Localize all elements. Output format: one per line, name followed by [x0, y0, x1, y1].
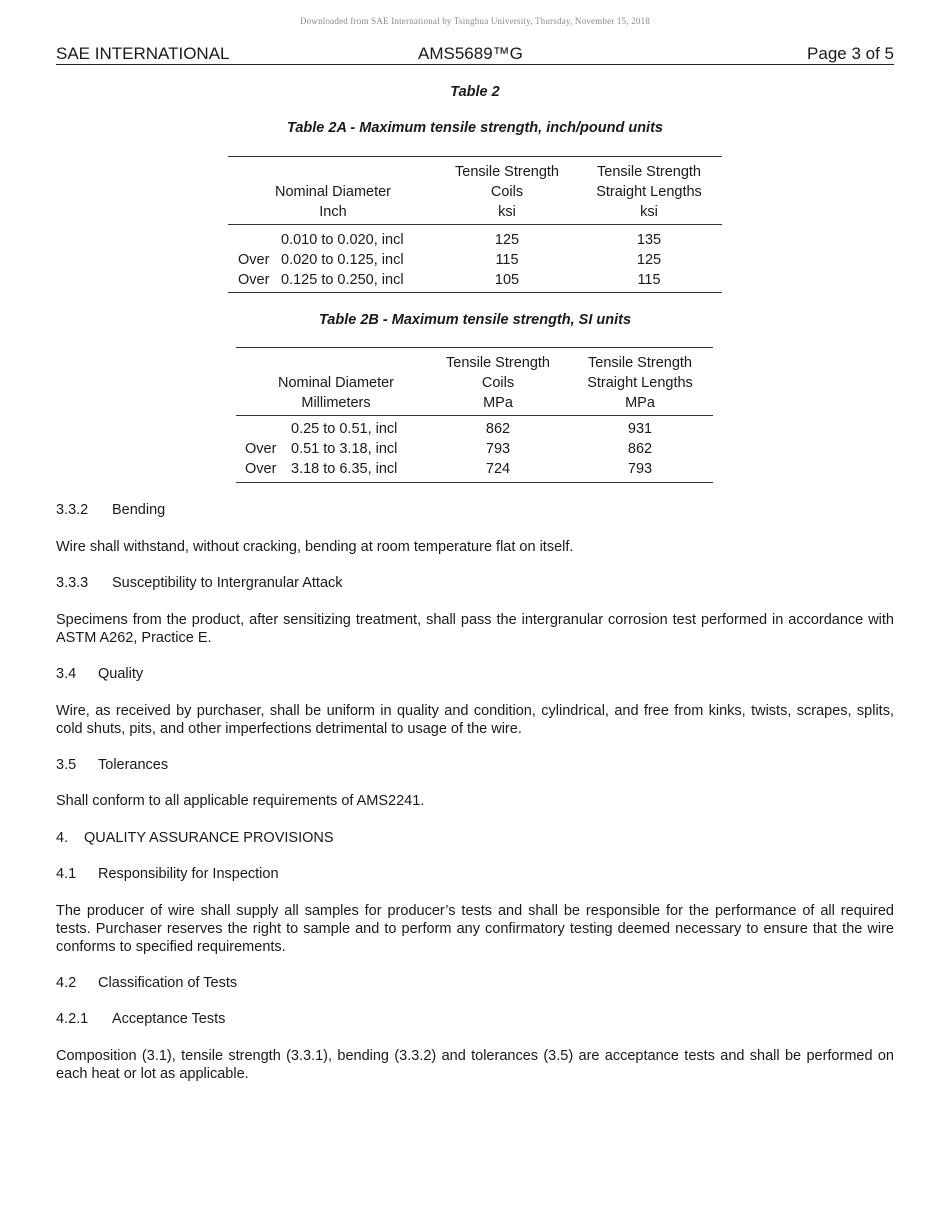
section-heading-3-5: [56, 756, 168, 774]
row-range: 0.25 to 0.51, incl: [291, 421, 398, 437]
row-coils: 115: [495, 252, 519, 268]
download-note: Downloaded from SAE International by Tsinghua University, Thursday, November 15, 2018: [299, 16, 651, 26]
header-line: ksi: [640, 204, 658, 220]
section-number: 3.3.3: [56, 575, 89, 591]
table-2a-header: [228, 157, 722, 225]
section-title: Susceptibility to Intergranular Attack: [112, 575, 343, 591]
header-line: Nominal Diameter: [274, 184, 392, 200]
header-line: Tensile Strength: [597, 164, 701, 180]
section-body: The producer of wire shall supply all samples for producer’s tests and shall be responsible for the performance of all required tests. Purchaser reserves the right to sample and to perform any confirmatory testing deemed necessary to ensure that the wire conforms to specified requirements.: [56, 903, 894, 955]
table-2b-col-straight: [569, 353, 711, 413]
row-prefix: Over: [238, 272, 270, 288]
header-line: [246, 353, 426, 373]
header-line: MPa: [625, 395, 655, 411]
row-range: 0.010 to 0.020, incl: [281, 232, 404, 248]
section-body: Wire, as received by purchaser, shall be uniform in quality and condition, cylindrical, and free from kinks, twists, scrapes, splits, cold shuts, pits, and other imperfections detrimental to usage of the wire.: [56, 703, 894, 737]
section-number: 4.: [56, 830, 69, 846]
header-org: SAE INTERNATIONAL: [56, 44, 230, 63]
row-range: 0.51 to 3.18, incl: [291, 441, 398, 457]
row-straight: 125: [636, 252, 662, 268]
section-body: Specimens from the product, after sensitizing treatment, shall pass the intergranular corrosion test performed in accordance with ASTM A262, Practice E.: [56, 612, 894, 646]
section-title: Tolerances: [98, 757, 169, 773]
section-heading-3-3-3: [56, 574, 343, 592]
header-line: Tensile Strength: [455, 164, 559, 180]
header-line: [238, 162, 428, 182]
header-line: Millimeters: [301, 395, 371, 411]
page-header: [56, 44, 894, 65]
row-straight: 793: [627, 461, 653, 477]
row-coils: 105: [494, 272, 520, 288]
row-coils: 125: [494, 232, 520, 248]
header-line: Tensile Strength: [446, 355, 550, 371]
row-prefix: Over: [238, 252, 270, 268]
table-2b-caption: Table 2B - Maximum tensile strength, SI units: [318, 312, 632, 328]
section-title: Quality: [98, 666, 144, 682]
table-2a-col-straight: [578, 162, 720, 222]
section-number: 4.2: [56, 975, 77, 991]
row-range: 3.18 to 6.35, incl: [291, 461, 398, 477]
table-2b: [236, 347, 713, 483]
table-2b-col-diameter: [246, 353, 426, 413]
section-heading-3-3-2: [56, 501, 165, 519]
table-2a: [228, 156, 722, 293]
section-body: Composition (3.1), tensile strength (3.3.1), bending (3.3.2) and tolerances (3.5) are acceptance tests and shall be performed on each heat or lot as applicable.: [56, 1048, 894, 1082]
section-number: 3.4: [56, 666, 77, 682]
section-number: 3.5: [56, 757, 77, 773]
row-coils: 793: [485, 441, 511, 457]
section-heading-4-1: [56, 865, 279, 883]
section-heading-4: [56, 829, 334, 847]
header-line: Straight Lengths: [587, 375, 693, 391]
section-title: Responsibility for Inspection: [98, 866, 279, 882]
header-line: ksi: [498, 204, 516, 220]
table-2a-caption: Table 2A - Maximum tensile strength, inch/pound units: [287, 120, 663, 136]
row-straight: 862: [627, 441, 653, 457]
header-line: Inch: [319, 204, 347, 220]
table-2a-col-diameter: [238, 162, 428, 222]
section-number: 4.1: [56, 866, 77, 882]
header-line: Nominal Diameter: [277, 375, 395, 391]
section-body: Wire shall withstand, without cracking, bending at room temperature flat on itself.: [56, 539, 574, 555]
row-range: 0.125 to 0.250, incl: [281, 272, 404, 288]
section-title: Classification of Tests: [98, 975, 238, 991]
header-line: Tensile Strength: [588, 355, 692, 371]
section-title: QUALITY ASSURANCE PROVISIONS: [84, 830, 334, 846]
row-prefix: Over: [245, 461, 277, 477]
header-line: Coils: [490, 184, 524, 200]
header-line: Straight Lengths: [596, 184, 702, 200]
section-heading-4-2-1: [56, 1010, 225, 1028]
row-coils: 862: [485, 421, 511, 437]
header-line: Coils: [481, 375, 515, 391]
section-title: Bending: [112, 502, 166, 518]
row-range: 0.020 to 0.125, incl: [281, 252, 404, 268]
header-line: MPa: [483, 395, 513, 411]
section-body: Shall conform to all applicable requirements of AMS2241.: [56, 793, 425, 809]
section-heading-4-2: [56, 974, 237, 992]
table-2b-col-coils: [427, 353, 569, 413]
row-straight: 135: [636, 232, 662, 248]
row-straight: 115: [637, 272, 661, 288]
section-number: 3.3.2: [56, 502, 89, 518]
section-number: 4.2.1: [56, 1011, 89, 1027]
row-straight: 931: [627, 421, 653, 437]
table-2a-col-coils: [436, 162, 578, 222]
row-coils: 724: [485, 461, 511, 477]
section-heading-3-4: [56, 665, 143, 683]
table-2b-header: [236, 348, 713, 416]
header-doc-id: AMS5689™G: [418, 44, 523, 63]
header-page-number: Page 3 of 5: [807, 44, 894, 63]
section-title: Acceptance Tests: [112, 1011, 226, 1027]
table-title: Table 2: [450, 84, 500, 100]
row-prefix: Over: [245, 441, 277, 457]
